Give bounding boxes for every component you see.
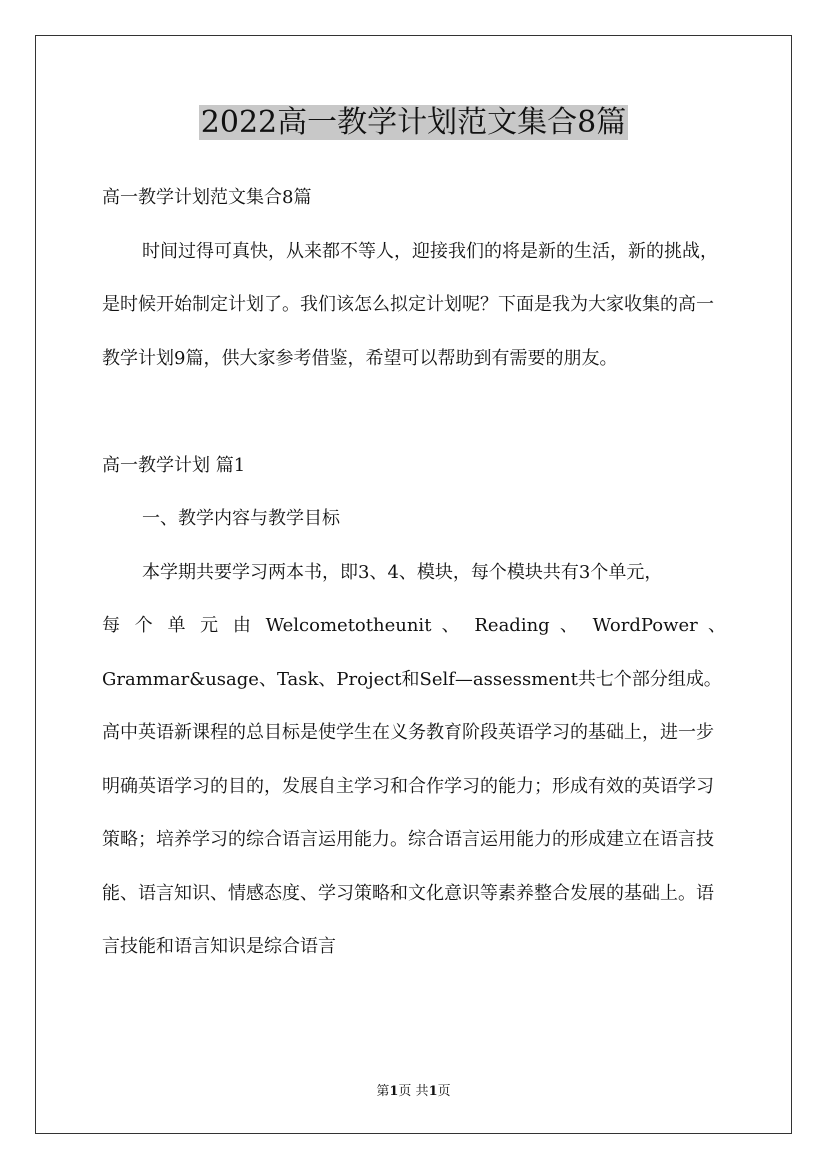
page-label-prefix: 第 xyxy=(376,1084,390,1099)
page-label-suffix: 页 xyxy=(437,1084,451,1099)
intro-paragraph: 时间过得可真快，从来都不等人，迎接我们的将是新的生活，新的挑战，是时候开始制定计划了。我们该怎么拟定计划呢？下面是我为大家收集的高一教学计划9篇，供大家参考借鉴，希望可以帮助到有需要的朋友。 xyxy=(102,240,718,369)
page-total-number: 1 xyxy=(428,1084,438,1099)
section-paragraph-line-1: 本学期共要学习两本书，即3、4、模块，每个模块共有3个单元， xyxy=(142,561,663,583)
page-current-number: 1 xyxy=(389,1084,399,1099)
page-label-mid: 页 共 xyxy=(398,1084,429,1099)
section-heading: 高一教学计划 篇1 xyxy=(102,454,246,476)
section-paragraph-line-2: 每 个 单 元 由 Welcometotheunit 、 Reading 、 WordPower 、 xyxy=(102,615,726,636)
section-paragraph-rest: Grammar&usage、Task、Project和Self—assessment共七个部分组成。高中英语新课程的总目标是使学生在义务教育阶段英语学习的基础上，进一步明确英语学习的目的，发展自主学习和合作学习的能力；形成有效的英语学习策略；培养学习的综合语言运用能力。综合语言运用能力的形成建立在语言技能、语言知识、情感态度、学习策略和文化意识等素养整合发展的基础上。语言技能和语言知识是综合语言 xyxy=(102,668,722,957)
page-footer xyxy=(0,1083,827,1101)
section-subheading: 一、教学内容与教学目标 xyxy=(142,508,340,529)
document-subtitle: 高一教学计划范文集合8篇 xyxy=(102,187,312,208)
paragraph-gap xyxy=(102,385,726,439)
document-title xyxy=(0,103,827,143)
document-title-text: 2022高一教学计划范文集合8篇 xyxy=(200,105,627,140)
document-body xyxy=(102,171,726,974)
